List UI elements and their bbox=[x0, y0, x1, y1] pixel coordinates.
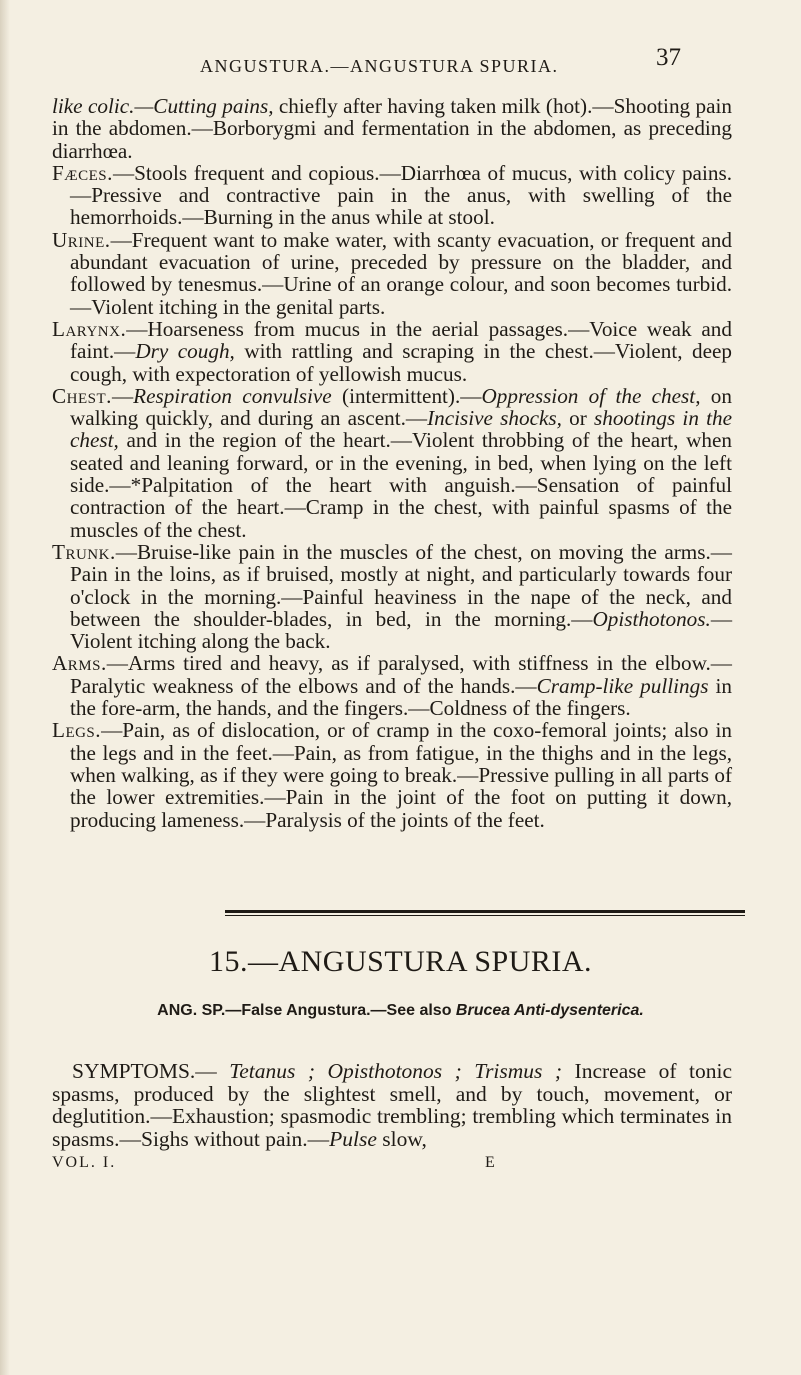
symptom-entry bbox=[52, 318, 732, 385]
entry-text: —Bruise-like pain in the muscles of the chest, on moving the arms.—Pain in the loins, as if bruised, mostly at night, and particularly towards four o'clock in the morning.—Painful heaviness in the nape of the neck, and between the shoulder-blades, in bed, in the morning.— bbox=[70, 539, 732, 631]
entry-text-italic: Respiration convulsive bbox=[133, 383, 332, 408]
entry-text: (intermittent).— bbox=[331, 383, 482, 408]
entry-text: —Pain, as of dislocation, or of cramp in the coxo-femoral joints; also in the legs and in the feet.—Pain, as from fatigue, in the thighs and in the legs, when walking, as if they were going to break.—Pressive pulling in all parts of the lower extremities.—Pain in the joint of the foot on putting it down, producing lameness.—Paralysis of the joints of the feet. bbox=[70, 718, 732, 832]
section-rule-thin bbox=[225, 915, 745, 916]
entry-text: or bbox=[561, 406, 594, 431]
continued-lead-italic-2: —Cutting pains, bbox=[134, 94, 274, 118]
signature-mark: E bbox=[485, 1154, 497, 1171]
entry-text: and in the region of the heart.—Violent throbbing of the heart, when seated and leaning forward, or in the evening, in bed, when lying on the left side.—*Palpitation of the heart with anguish.—Sensation of painful contraction of the heart.—Cramp in the chest, with painful spasms of the muscles of the chest. bbox=[70, 428, 732, 542]
entry-text-italic: Oppression of the chest, bbox=[481, 383, 701, 408]
running-head-title: ANGUSTURA.—ANGUSTURA SPURIA. bbox=[200, 56, 559, 76]
entry-text: —Violent itching along the back. bbox=[70, 606, 732, 654]
symptoms-paragraph bbox=[52, 1060, 732, 1150]
section-subtitle bbox=[0, 1002, 801, 1020]
entry-heading: Chest. bbox=[52, 383, 112, 408]
symptoms-text-italic: Tetanus ; Opisthotonos ; Trismus ; bbox=[229, 1059, 563, 1083]
section-rule-thick bbox=[225, 910, 745, 913]
symptoms-text: Increase of tonic spasms, produced by the slightest smell, and by touch, movement, or deglutition.—Exhaustion; spasmodic trembling; trembling which terminates in spasms.—Sighs without pain.— bbox=[52, 1059, 733, 1151]
symptom-entry bbox=[52, 652, 732, 719]
continued-lead-italic: like colic. bbox=[52, 94, 135, 118]
symptom-entry bbox=[52, 541, 732, 652]
entry-text: —Hoarseness from mucus in the aerial passages.—Voice weak and faint.— bbox=[70, 316, 732, 364]
symptoms-label: SYMPTOMS.— bbox=[72, 1059, 217, 1083]
symptoms-text-italic: Pulse bbox=[329, 1126, 377, 1151]
entry-heading: Larynx. bbox=[52, 316, 127, 341]
continued-paragraph bbox=[52, 95, 732, 162]
symptoms-text: slow, bbox=[376, 1126, 427, 1151]
symptom-entry bbox=[52, 162, 732, 229]
section-subtitle-italic: Brucea Anti-dysenterica. bbox=[455, 1002, 644, 1019]
entry-heading: Arms. bbox=[52, 651, 107, 676]
symptom-entries bbox=[52, 162, 732, 831]
entry-text: with rattling and scraping in the chest.—Violent, deep cough, with expectoration of yellowish mucus. bbox=[70, 339, 732, 386]
entry-text: — bbox=[111, 383, 134, 408]
section-title: 15.—ANGUSTURA SPURIA. bbox=[208, 945, 593, 978]
page-number: 37 bbox=[656, 44, 681, 71]
continued-lead-text: chiefly after having taken milk (hot).—Shooting pain in the abdomen.—Borborygmi and fermentation in the abdomen, as preceding diarrhœa. bbox=[52, 94, 733, 163]
symptom-entry bbox=[52, 385, 732, 541]
entry-heading: Fæces. bbox=[52, 160, 113, 185]
entry-text-italic: Incisive shocks, bbox=[427, 406, 562, 431]
entry-text-italic: Opisthotonos. bbox=[592, 606, 711, 631]
entry-heading: Urine. bbox=[52, 227, 111, 252]
page-binding-shadow bbox=[0, 0, 10, 1375]
section-subtitle-text: ANG. SP.—False Angustura.—See also bbox=[157, 1002, 456, 1019]
entry-heading: Legs. bbox=[52, 718, 102, 743]
symptom-entry bbox=[52, 229, 732, 318]
entry-text-italic: Cramp-like pullings bbox=[536, 673, 709, 698]
symptom-entry bbox=[52, 719, 732, 830]
entry-text: —Frequent want to make water, with scanty evacuation, or frequent and abundant evacuation of urine, preceded by pressure on the bladder, and followed by tenesmus.—Urine of an orange colour, and soon becomes turbid.—Violent itching in the genital parts. bbox=[70, 227, 732, 319]
entry-text-italic: shootings in the chest, bbox=[70, 406, 732, 453]
entry-heading: Trunk. bbox=[52, 539, 116, 564]
entry-text-italic: Dry cough, bbox=[135, 339, 235, 364]
volume-label: VOL. I. bbox=[52, 1154, 117, 1171]
entry-text: in the fore-arm, the hands, and the fingers.—Coldness of the fingers. bbox=[70, 673, 732, 721]
entry-text: on walking quickly, and during an ascent.— bbox=[70, 383, 732, 431]
entry-text: —Arms tired and heavy, as if paralysed, with stiffness in the elbow.—Paralytic weakness of the elbows and of the hands.— bbox=[70, 651, 732, 698]
symptom-text-block bbox=[52, 95, 732, 831]
page-footer bbox=[52, 1154, 732, 1172]
entry-text: —Stools frequent and copious.—Diarrhœa of mucus, with colicy pains.—Pressive and contractive pain in the anus, with swelling of the hemorrhoids.—Burning in the anus while at stool. bbox=[70, 160, 732, 230]
